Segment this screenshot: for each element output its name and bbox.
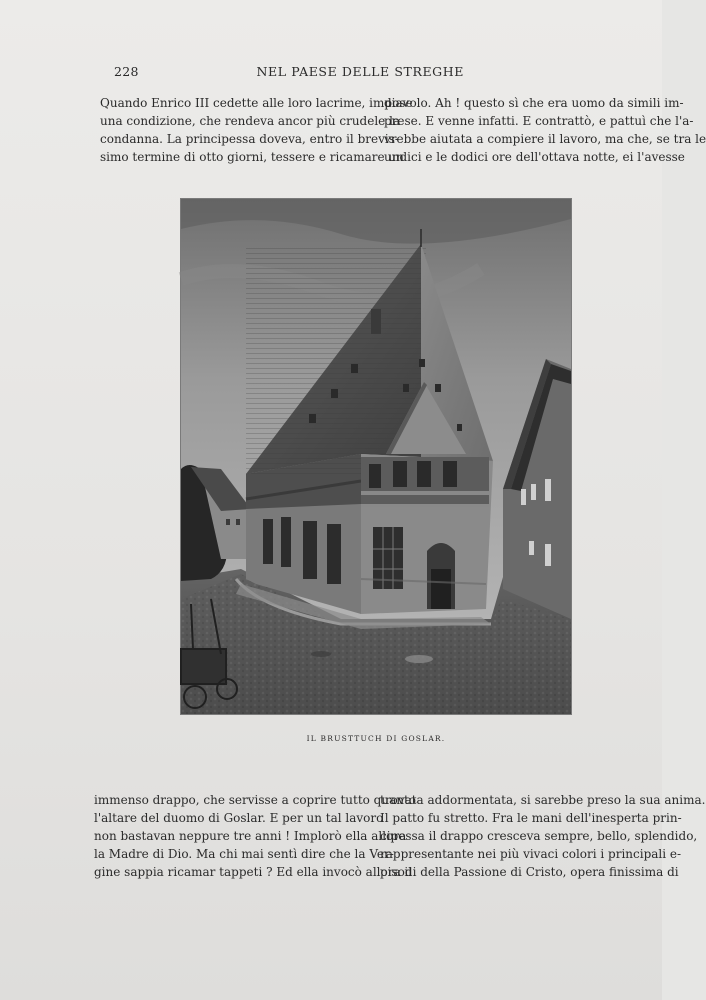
brusttuch-house-photo	[181, 199, 571, 714]
text-line: gine sappia ricamar tappeti ? Ed ella invocò allora il	[94, 865, 413, 879]
text-line: immenso drappo, che servisse a coprire tutto quanto	[94, 793, 417, 807]
page-header	[114, 64, 464, 82]
text-line: Il patto fu stretto. Fra le mani dell'inesperta prin-	[380, 811, 682, 825]
text-line: la Madre di Dio. Ma chi mai sentì dire che la Ver-	[94, 847, 394, 861]
text-line: Quando Enrico III cedette alle loro lacrime, impose	[100, 96, 413, 110]
text-line: cipessa il drappo cresceva sempre, bello, splendido,	[380, 829, 698, 843]
page-number: 228	[114, 64, 139, 79]
text-line: rappresentante nei più vivaci colori i principali e-	[380, 847, 682, 861]
bottom-right-column	[380, 791, 706, 881]
top-right-column	[384, 94, 706, 166]
text-line: prese. E venne infatti. E contrattò, e pattuì che l'a-	[384, 114, 694, 128]
figure-caption: IL BRUSTTUCH DI GOSLAR.	[306, 734, 446, 743]
running-head: NEL PAESE DELLE STREGHE	[256, 64, 464, 79]
top-left-column	[100, 94, 413, 166]
text-line: condanna. La principessa doveva, entro il brevis-	[100, 132, 399, 146]
text-line: trovata addormentata, si sarebbe preso la sua anima.	[380, 793, 706, 807]
bottom-left-column	[94, 791, 417, 881]
text-line: pisodi della Passione di Cristo, opera finissima di	[380, 865, 679, 879]
text-line: undici e le dodici ore dell'ottava notte, ei l'avesse	[384, 150, 685, 164]
text-line: una condizione, che rendeva ancor più crudele la	[100, 114, 401, 128]
photograph-plate	[181, 199, 571, 714]
text-line: non bastavan neppure tre anni ! Implorò ella allora	[94, 829, 407, 843]
text-line: vrebbe aiutata a compiere il lavoro, ma che, se tra le	[384, 132, 706, 146]
text-line: simo termine di otto giorni, tessere e ricamare un	[100, 150, 404, 164]
text-line: l'altare del duomo di Goslar. E per un tal lavoro	[94, 811, 384, 825]
text-line: diavolo. Ah ! questo sì che era uomo da simili im-	[384, 96, 684, 110]
